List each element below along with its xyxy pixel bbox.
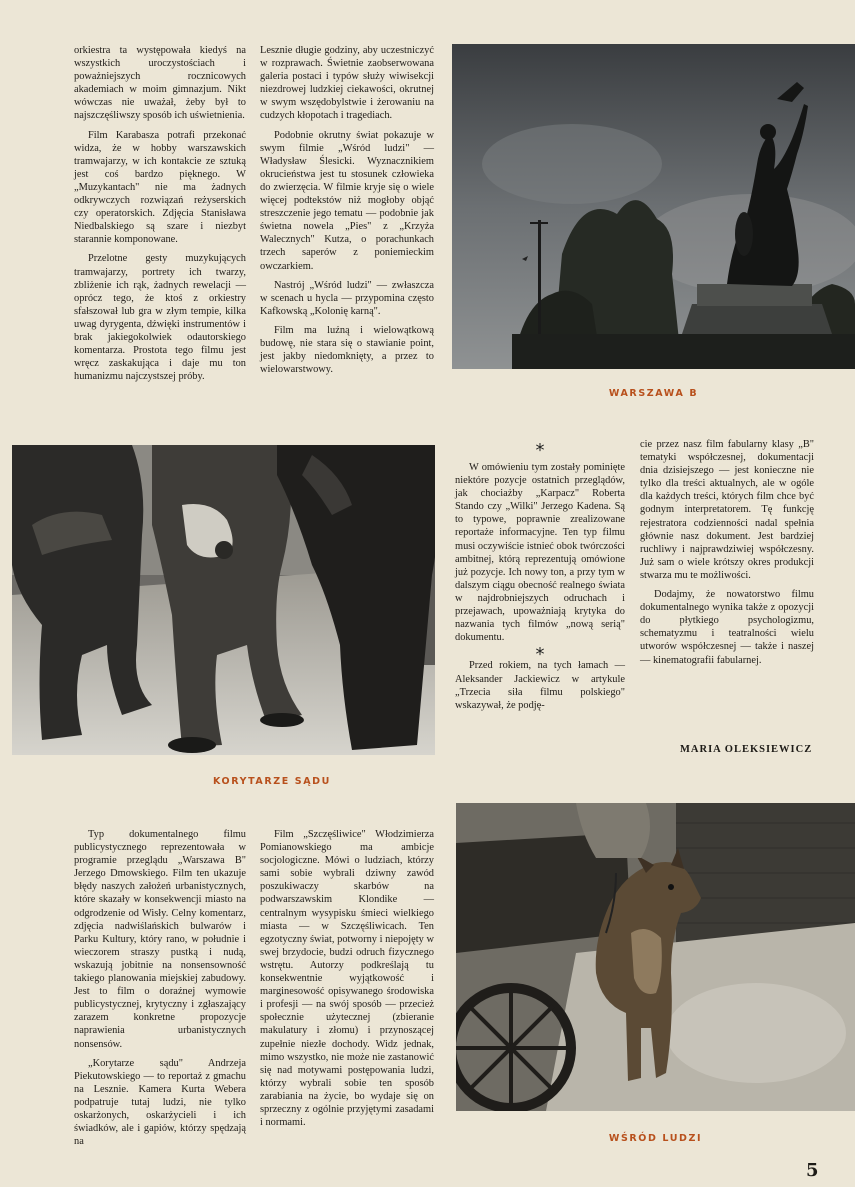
- paragraph: Film Karabasza potrafi przekonać widza, że w hobby warszawskich tramwajarzy, w ich kontakcie ze sztuką jest coś bardzo pięknego. W „Muzykantach" nie ma żadnych odkrywczych rozwiązań reżyserskich czy operatorskich. Zdjęcia Stanisława Niedbalskiego są szare i niezbyt starannie komponowane.: [74, 129, 246, 246]
- caption-wsrod-ludzi: WŚRÓD LUDZI: [608, 1133, 703, 1144]
- page-number: 5: [806, 1160, 819, 1181]
- paragraph: Podobnie okrutny świat pokazuje w swym filmie „Wśród ludzi" — Władysław Ślesicki. Wyznacznikiem okrucieństwa jest tu stosunek człowieka do zwierzęcia. W filmie kryje się o wiele więcej podtekstów niż mogłoby objąć streszczenie jego tematu — podobnie jak świetna nowela „Pies" z „Krzyża Walecznych" Kutza, o porachunkach trzech saperów z poniemieckim owczarkiem.: [260, 129, 434, 272]
- paragraph: Typ dokumentalnego filmu publicystycznego reprezentowała w programie przeglądu „Warszawa B" Jerzego Dmowskiego. Film ten ukazuje błędy naszych założeń urbanistycznych, które skazały w konsekwencji miasto na odgrodzenie od Wisły. Celny komentarz, zdjęcia nadwiślańskich bulwarów i Parku Kultury, który rano, w południe i wieczorem straszy pustką i nudą, wskazują jobitnie na nonsensowność takiego planowania miejskiej zabudowy. Jest to film o doraźnej wymowie publicystycznej, krytyczny i zgłaszający zarazem konkretne propozycje naprawienia urbanistycznych nonsensów.: [74, 829, 246, 1050]
- paragraph: „Korytarze sądu" Andrzeja Piekutowskiego — to reportaż z gmachu na Lesznie. Kamera Kurta Webera podpatruje tutaj ludzi, nie tylko oskarżonych, oskarżycieli i ich świadków, ale i gapiów, którzy spędzają na: [74, 1057, 246, 1148]
- paragraph: Film „Szczęśliwice" Włodzimierza Pomianowskiego ma ambicje socjologiczne. Mówi o ludziach, którzy sami sobie wybrali dziwny zawód poszukiwaczy skarbów na podwarszawskim Klondike — centralnym wysypisku śmieci wielkiego miasta — w Szczęśliwicach. Ten egzotyczny świat, potworny i niepojęty w swej brzydocie, budzi odruch fizycznego wstrętu. Autorzy podkreślają tu konsekwentnie wyjątkowość i marginesowość opisywanego środowiska i profesji — na swój sposób — przecież społecznie użytecznej (zbieranie makulatury i złomu) i przynoszącej zupełnie niezłe dochody. Widz jednak, mimo wszystko, nie może nie zastanowić się nad motywami postępowania ludzi, którzy wybrali sobie ten sposób zarabiania na życie, bo wydaje się on sprzeczny z ogólnie przyjętymi zasadami i normami.: [260, 829, 434, 1129]
- paragraph: Przed rokiem, na tych łamach — Aleksander Jackiewicz w artykule „Trzecia siła filmu polskiego" wskazywał, że podję-: [455, 660, 625, 711]
- paragraph: Lesznie długie godziny, aby uczestniczyć w rozprawach. Świetnie zaobserwowana galeria postaci i typów służy wiwisekcji niezdrowej ludzkiej ciekawości, okrutnej w swym wszędobylstwie i żerowaniu na cudzych kłopotach i tragediach.: [260, 45, 434, 122]
- column-2-top: [260, 44, 434, 382]
- column-1-top: [74, 44, 246, 389]
- section-separator: *: [535, 440, 545, 461]
- column-2-bottom: [260, 828, 434, 1135]
- column-4-middle: [640, 438, 814, 673]
- paragraph: W omówieniu tym zostały pominięte niektóre pozycje ostatnich przeglądów, jak chociażby „Karpacz" Roberta Stando czy „Wilki" Jerzego Kadena. Są to typowe, poprawnie zrealizowane reportaże informacyjne. Ten typ filmu musi oczywiście istnieć obok twórczości ambitnej, którą reprezentują omówione już pozycje. Ich nowy ton, a przy tym w dalszym ciągu obecność realnego świata w najdrobniejszych odruchach i przejawach, upoważniają krytyka do nazwania tych filmów „nową serią" dokumentu.: [455, 462, 625, 644]
- paragraph: Dodajmy, że nowatorstwo filmu dokumentalnego wynika także z opozycji do płytkiego psychologizmu, schematyzmu i teatralności wielu utworów współczesnej — także i naszej — kinematografii fabularnej.: [640, 589, 814, 666]
- column-3-middle: [455, 461, 625, 718]
- author-signature: MARIA OLEKSIEWICZ: [680, 744, 813, 755]
- photo-warszawa-b: [452, 44, 855, 369]
- photo-korytarze-sadu: [12, 445, 435, 755]
- photo-wsrod-ludzi: [456, 803, 855, 1111]
- section-separator: *: [535, 644, 545, 666]
- paragraph: cie przez nasz film fabularny klasy „B" tematyki współczesnej, dokumentacji dnia dzisiejszego — jest konieczne nie tylko dla treści aktualnych, ale w ogóle dla każdych treści, których film chce być godnym interpretatorem. Tę funkcję rejestratora codzienności nadal spełnia głównie nasz dokument. Jest bardziej ruchliwy i najprawdziwiej współczesny. Już sam o wiele krótszy okres produkcji stwarza mu te możliwości.: [640, 439, 814, 581]
- paragraph: Nastrój „Wśród ludzi" — zwłaszcza w scenach u hycla — przypomina często Kafkowską „Kolonię karną".: [260, 279, 434, 317]
- caption-warszawa-b: WARSZAWA B: [608, 388, 699, 399]
- paragraph: Przelotne gesty muzykujących tramwajarzy, portrety ich twarzy, zbliżenie ich rąk, żadnych rewelacji — oprócz tego, że ktoś z orkiestry sfałszował lub gra w złym tempie, kilka uwag dyrygenta, dźwięki instrumentów i brak jakiegokolwiek odautorskiego komentarza. Prostota tego filmu jest wręcz zaskakująca i daje mu ton humanizmu najczystszej próby.: [74, 253, 246, 383]
- paragraph: orkiestra ta występowała kiedyś na wszystkich uroczystościach i poważniejszych rocznicowych akademiach w moim gimnazjum. Nikt wówczas nie uważał, żeby był to najszczęśliwszy sposób ich uświetnienia.: [74, 45, 246, 122]
- column-1-bottom: [74, 828, 246, 1154]
- paragraph: Film ma luźną i wielowątkową budowę, nie stara się o stawianie point, jest jakby niedomknięty, a przez to wielowarstwowy.: [260, 324, 434, 376]
- caption-korytarze-sadu: KORYTARZE SĄDU: [213, 776, 331, 787]
